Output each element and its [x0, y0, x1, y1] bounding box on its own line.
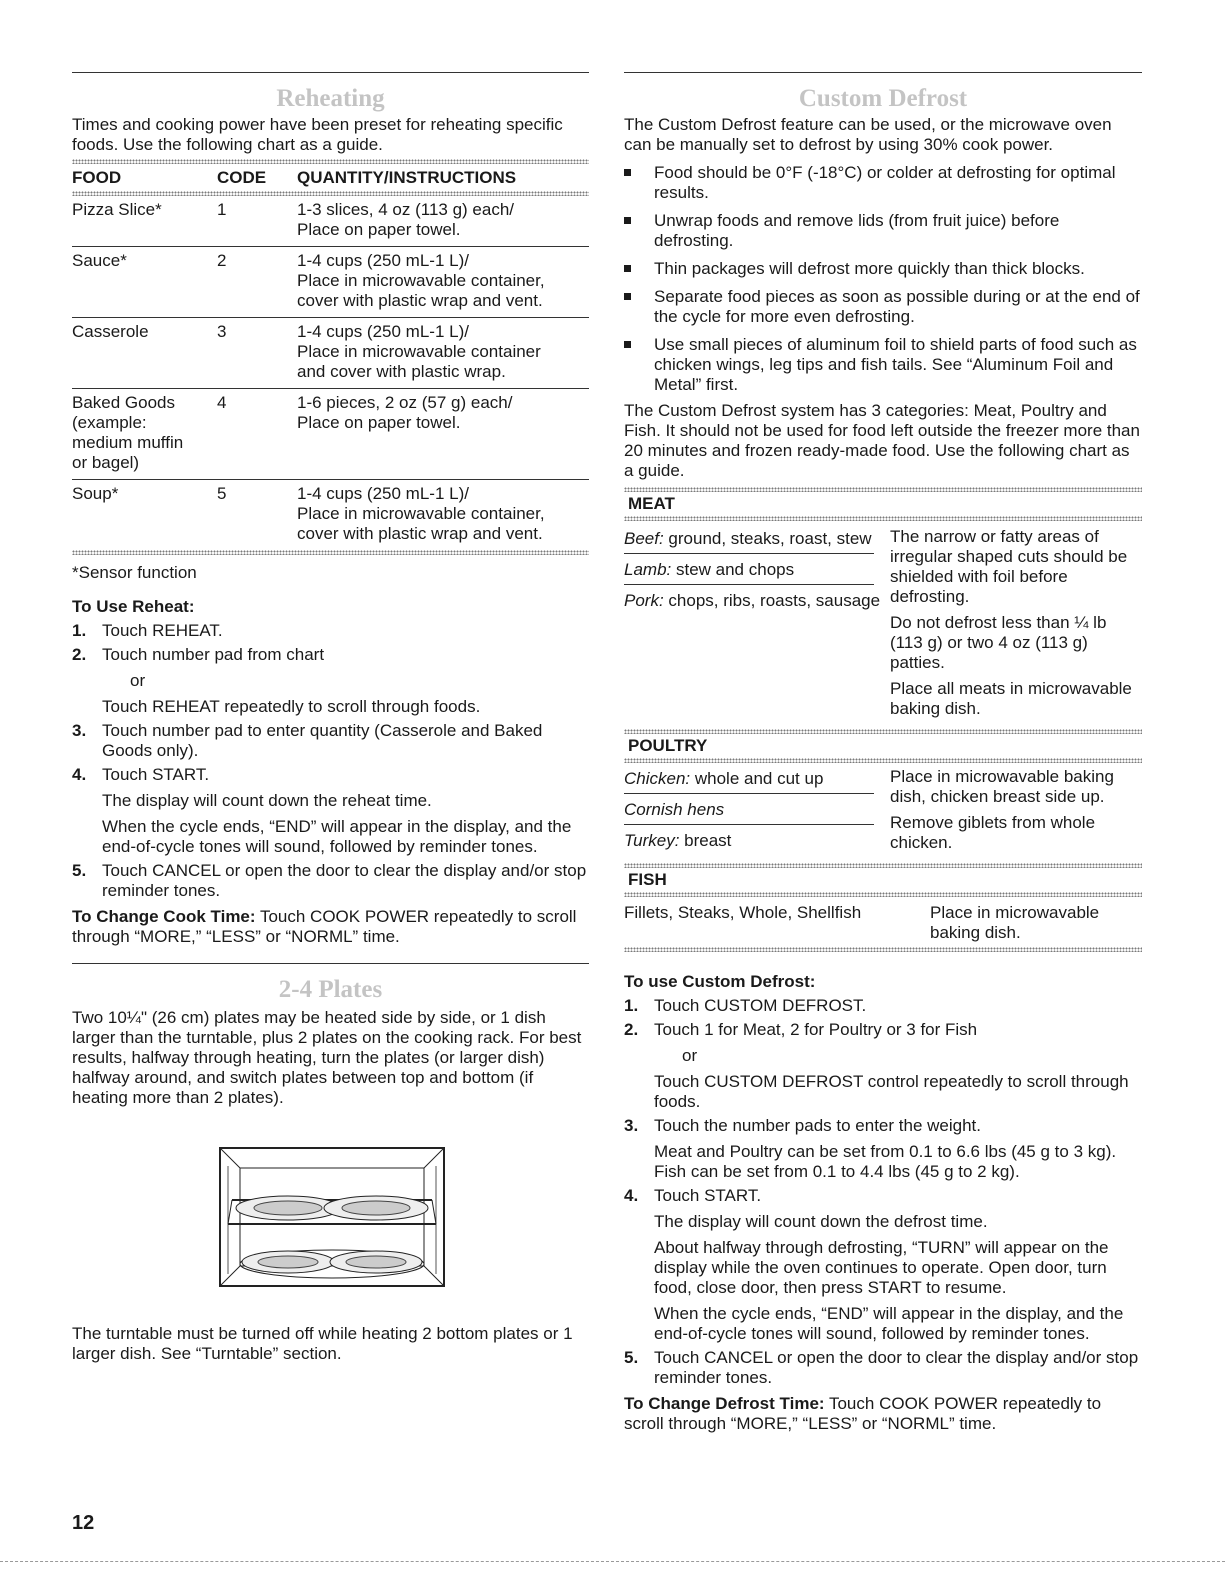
reheating-intro: Times and cooking power have been preset for reheating specific foods. Use the following chart as a guide.: [72, 115, 563, 154]
step-text: Touch CUSTOM DEFROST.: [654, 996, 867, 1015]
code-cell: 2: [217, 247, 297, 318]
step-text: Touch REHEAT.: [102, 621, 223, 640]
step-detail: When the cycle ends, “END” will appear in the display, and the end-of-cycle tones will sound, followed by reminder tones.: [102, 817, 572, 856]
step-detail: Touch REHEAT repeatedly to scroll through foods.: [102, 697, 481, 716]
food-desc: breast: [679, 831, 732, 850]
bullet-square-icon: [624, 169, 631, 176]
food-name: Beef:: [624, 529, 664, 548]
step-detail: Touch CUSTOM DEFROST control repeatedly to scroll through foods.: [654, 1072, 1129, 1111]
step-number: 5.: [624, 1348, 639, 1367]
instruction-line: 1-6 pieces, 2 oz (57 g) each/: [297, 393, 513, 412]
section-rule: [72, 963, 589, 964]
page-number: 12: [72, 1512, 95, 1534]
step-detail: The display will count down the defrost time.: [654, 1212, 988, 1231]
bullet-item: [624, 211, 1142, 251]
food-desc: whole and cut up: [690, 769, 824, 788]
change-defrost-time: [624, 1394, 1142, 1434]
step-item: [624, 1116, 1142, 1182]
defrost-note: Place all meats in microwavable baking dish.: [890, 679, 1132, 718]
footnote: *Sensor function: [72, 563, 197, 582]
defrost-food-item: [624, 829, 882, 855]
step-item: [72, 621, 589, 641]
step-number: 3.: [72, 721, 87, 740]
instruction-line: Place in microwavable container,: [297, 504, 545, 523]
instruction-line: 1-4 cups (250 mL-1 L)/: [297, 251, 469, 270]
table-row: [72, 196, 589, 247]
step-item: [72, 645, 589, 717]
step-item: [624, 1020, 1142, 1112]
food-name: Chicken:: [624, 769, 691, 788]
use-reheat-heading: To Use Reheat:: [72, 597, 195, 616]
bullet-text: Use small pieces of aluminum foil to shield parts of food such as chicken wings, leg tips and fish tails. See “Aluminum Foil and Metal” first.: [654, 335, 1137, 394]
step-text: Touch START.: [102, 765, 210, 784]
oven-plates-image: [218, 1146, 446, 1288]
instructions-cell: [297, 318, 589, 389]
fish-rule: [624, 892, 1142, 897]
section-rule: [624, 72, 1142, 73]
step-number: 1.: [624, 996, 639, 1015]
step-item: [624, 996, 1142, 1016]
reheat-rows: [72, 196, 589, 550]
fish-label: FISH: [628, 870, 667, 889]
instruction-line: 1-4 cups (250 mL-1 L)/: [297, 484, 469, 503]
step-number: 1.: [72, 621, 87, 640]
col-header-food: FOOD: [72, 168, 122, 187]
meat-block: [624, 527, 1142, 725]
step-number: 4.: [72, 765, 87, 784]
step-number: 5.: [72, 861, 87, 880]
step-number: 4.: [624, 1186, 639, 1205]
use-defrost-heading: To use Custom Defrost:: [624, 972, 816, 991]
defrost-food-item: [624, 527, 874, 554]
bullet-item: [624, 287, 1142, 327]
fish-note: Place in microwavable baking dish.: [930, 903, 1100, 942]
poultry-notes: [882, 767, 1142, 859]
table-row: [72, 480, 589, 551]
code-cell: 4: [217, 389, 297, 480]
food-cell: Sauce*: [72, 247, 217, 318]
code-cell: 5: [217, 484, 227, 503]
fish-block: [624, 903, 1142, 943]
change-cook-time: [72, 907, 589, 947]
bullet-item: [624, 259, 1142, 279]
defrost-note: Do not defrost less than ¼ lb (113 g) or two 4 oz (113 g) patties.: [890, 613, 1107, 672]
meat-rule: [624, 516, 1142, 521]
instruction-line: Place on paper towel.: [297, 413, 461, 432]
instructions-cell: [297, 480, 589, 551]
turntable-note: The turntable must be turned off while heating 2 bottom plates or 1 larger dish. See “Turntable” section.: [72, 1324, 573, 1363]
table-row: [72, 318, 589, 389]
defrost-steps: [624, 996, 1142, 1388]
step-text: Touch number pad to enter quantity (Casserole and Baked Goods only).: [102, 721, 543, 760]
step-text: Touch number pad from chart: [102, 645, 325, 664]
food-desc: ground, steaks, roast, stew: [663, 529, 872, 548]
defrost-system-text: The Custom Defrost system has 3 categories: Meat, Poultry and Fish. It should not be used for food left outside the freezer more than 20 minutes and frozen ready-made food. Use the following chart as a guide.: [624, 401, 1140, 480]
instruction-line: Place on paper towel.: [297, 220, 461, 239]
instructions-cell: [297, 389, 589, 480]
table-row: [72, 389, 589, 480]
instruction-line: Place in microwavable container,: [297, 271, 545, 290]
poultry-block: [624, 767, 1142, 859]
defrost-food-item: [624, 767, 874, 794]
poultry-label: POULTRY: [628, 736, 708, 755]
change-cook-time-label: To Change Cook Time:: [72, 907, 256, 926]
step-detail: Meat and Poultry can be set from 0.1 to 6.6 lbs (45 g to 3 kg). Fish can be set from 0.1 to 4.4 lbs (45 g to 2 kg).: [654, 1142, 1117, 1181]
bullet-square-icon: [624, 217, 631, 224]
step-number: 2.: [624, 1020, 639, 1039]
bullet-item: [624, 163, 1142, 203]
food-desc: stew and chops: [671, 560, 795, 579]
instruction-line: 1-4 cups (250 mL-1 L)/: [297, 322, 469, 341]
defrost-intro: The Custom Defrost feature can be used, or the microwave oven can be manually set to defrost by using 30% cook power.: [624, 115, 1112, 154]
fish-item: Fillets, Steaks, Whole, Shellfish: [624, 903, 862, 922]
bullet-square-icon: [624, 293, 631, 300]
col-header-code: CODE: [217, 168, 267, 187]
step-or: or: [130, 671, 146, 690]
meat-label: MEAT: [628, 494, 675, 513]
change-defrost-time-text: Touch COOK POWER repeatedly to scroll through “MORE,” “LESS” or “NORML” time.: [624, 1394, 1102, 1433]
change-defrost-time-label: To Change Defrost Time:: [624, 1394, 825, 1413]
table-bottom-rule: [72, 550, 589, 555]
reheat-table: [72, 164, 589, 550]
food-name: Pork:: [624, 591, 664, 610]
bullet-text: Unwrap foods and remove lids (from fruit juice) before defrosting.: [654, 211, 1060, 250]
defrost-note: Remove giblets from whole chicken.: [890, 813, 1096, 852]
defrost-note: The narrow or fatty areas of irregular shaped cuts should be shielded with foil before defrosting.: [890, 527, 1128, 606]
change-cook-time-text: Touch COOK POWER repeatedly to scroll through “MORE,” “LESS” or “NORML” time.: [72, 907, 577, 946]
step-item: [72, 765, 589, 857]
instructions-cell: [297, 247, 589, 318]
bullet-text: Separate food pieces as soon as possible during or at the end of the cycle for more even defrosting.: [654, 287, 1140, 326]
instruction-line: 1-3 slices, 4 oz (113 g) each/: [297, 200, 515, 219]
defrost-note: Place in microwavable baking dish, chicken breast side up.: [890, 767, 1114, 806]
bullet-square-icon: [624, 265, 631, 272]
table-header-row: [72, 164, 589, 191]
step-detail: About halfway through defrosting, “TURN” will appear on the display while the oven continues to operate. Open door, turn food, close door, then press START to resume.: [654, 1238, 1109, 1297]
table-row: [72, 247, 589, 318]
step-item: [72, 721, 589, 761]
food-cell: Baked Goods (example: medium muffin or bagel): [72, 389, 217, 480]
bullet-item: [624, 335, 1142, 395]
step-detail: The display will count down the reheat time.: [102, 791, 432, 810]
plates-illustration: [218, 1146, 446, 1288]
food-cell: Soup*: [72, 484, 119, 503]
bullet-square-icon: [624, 341, 631, 348]
plates-text: Two 10¼" (26 cm) plates may be heated side by side, or 1 dish larger than the turntable, plus 2 plates on the cooking rack. For best results, halfway through heating, turn the plates (or larger dish) halfway around, and switch plates between top and bottom (if heating more than 2 plates).: [72, 1008, 582, 1107]
left-column: [72, 72, 589, 1364]
reheating-title: Reheating: [276, 85, 385, 112]
food-name: Lamb:: [624, 560, 672, 579]
step-detail: When the cycle ends, “END” will appear in the display, and the end-of-cycle tones will sound, followed by reminder tones.: [654, 1304, 1124, 1343]
step-text: Touch 1 for Meat, 2 for Poultry or 3 for Fish: [654, 1020, 978, 1039]
defrost-bullets: [624, 163, 1142, 395]
section-rule: [72, 72, 589, 73]
instruction-line: cover with plastic wrap and vent.: [297, 291, 543, 310]
step-item: [624, 1186, 1142, 1344]
meat-items: [624, 527, 882, 725]
food-name: Turkey:: [624, 831, 680, 850]
step-text: Touch CANCEL or open the door to clear the display and/or stop reminder tones.: [102, 861, 587, 900]
col-header-instructions: QUANTITY/INSTRUCTIONS: [297, 168, 517, 187]
step-item: [72, 861, 589, 901]
poultry-items: [624, 767, 882, 859]
step-number: 2.: [72, 645, 87, 664]
custom-defrost-title: Custom Defrost: [798, 85, 968, 112]
instructions-cell: [297, 196, 589, 247]
reheat-steps: [72, 621, 589, 901]
meat-notes: [882, 527, 1142, 725]
plates-title: 2-4 Plates: [278, 976, 383, 1003]
defrost-table-bottom-rule: [624, 947, 1142, 952]
right-column: [624, 72, 1142, 1434]
poultry-rule: [624, 758, 1142, 763]
step-or: or: [682, 1046, 698, 1065]
food-cell: Casserole: [72, 318, 217, 389]
food-name: Cornish hens: [624, 800, 725, 819]
step-number: 3.: [624, 1116, 639, 1135]
step-text: Touch CANCEL or open the door to clear the display and/or stop reminder tones.: [654, 1348, 1139, 1387]
bullet-text: Food should be 0°F (-18°C) or colder at defrosting for optimal results.: [654, 163, 1116, 202]
defrost-food-item: [624, 589, 882, 615]
defrost-food-item: [624, 798, 874, 825]
food-desc: chops, ribs, roasts, sausage: [663, 591, 881, 610]
instruction-line: Place in microwavable container: [297, 342, 541, 361]
instruction-line: cover with plastic wrap and vent.: [297, 524, 543, 543]
page-bottom-rule: [0, 1561, 1225, 1562]
code-cell: 3: [217, 318, 297, 389]
instruction-line: and cover with plastic wrap.: [297, 362, 506, 381]
step-text: Touch the number pads to enter the weight.: [654, 1116, 981, 1135]
step-text: Touch START.: [654, 1186, 762, 1205]
food-cell: Pizza Slice*: [72, 196, 217, 247]
code-cell: 1: [217, 196, 297, 247]
bullet-text: Thin packages will defrost more quickly than thick blocks.: [654, 259, 1085, 278]
step-item: [624, 1348, 1142, 1388]
defrost-food-item: [624, 558, 874, 585]
